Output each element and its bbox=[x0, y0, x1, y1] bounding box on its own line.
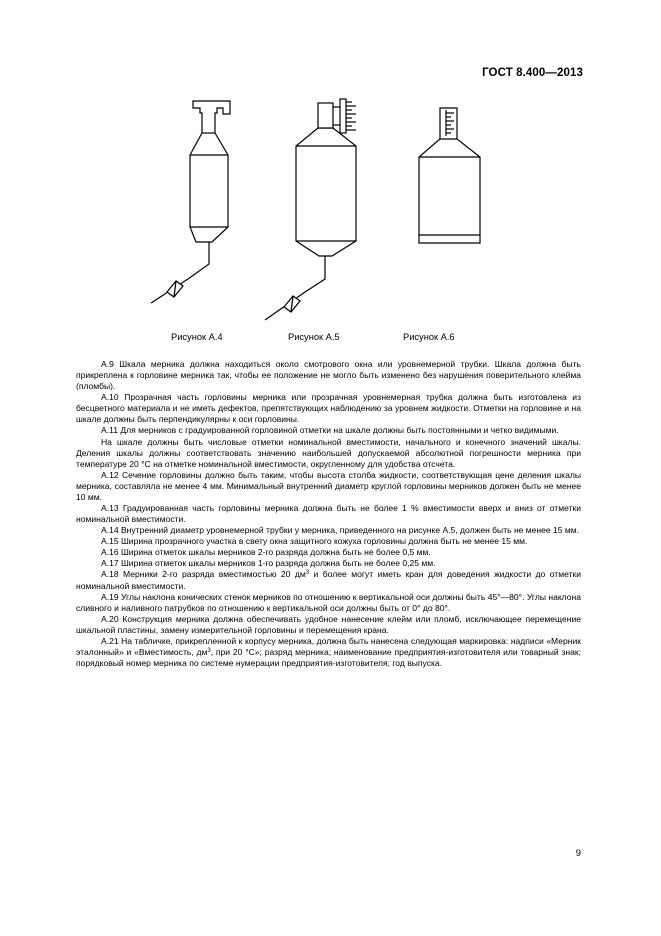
body-text bbox=[76, 359, 581, 669]
figure-a6-measure-vessel bbox=[419, 108, 480, 243]
paragraph-a21-text-end: , при 20 °С»; разряд мерника; наименование предприятия-изготовителя или товарный знак; порядковый номер мерника по системе нумерации предприятия-изготовителя; год выпуска. bbox=[76, 647, 581, 669]
paragraph-a18-superscript: 3 bbox=[305, 570, 310, 577]
paragraph-a17: А.17 Ширина отметок шкалы мерников 1-го разряда должна быть не более 0,25 мм. bbox=[101, 558, 436, 569]
paragraph-a18-text: А.18 Мерники 2-го разряда вместимостью 20 дм bbox=[101, 569, 306, 580]
paragraph-a16: А.16 Ширина отметок шкалы мерников 2-го разряда должна быть не более 0,5 мм. bbox=[101, 547, 431, 558]
paragraph-a19: А.19 Углы наклона конических стенок мерников по отношению к вертикальной оси должны быть 45°—80°. Углы наклона сливного и наливного патрубков по отношению к вертикальной оси должны быть от 0° до 80°. bbox=[76, 591, 581, 613]
figures-area bbox=[0, 0, 661, 340]
page-number: 9 bbox=[575, 848, 581, 859]
figure-a4-caption: Рисунок А.4 bbox=[171, 332, 223, 342]
paragraph-scale-marks: На шкале должны быть числовые отметки номинальной вместимости, начального и конечного значений шкалы. Деления шкалы должны соответствовать значению наибольшей допускаемой абсолютной погрешности мерника при температуре 20 °С на отметке номинальной вместимости, округленному для удобства отсчета. bbox=[76, 436, 581, 469]
standard-code: ГОСТ 8.400—2013 bbox=[482, 67, 583, 79]
paragraph-a21-text: А.21 На табличке, прикрепленной к корпусу мерника, должна быть нанесена следующая маркировка: надписи «Мерник эталонный» и «Вместимость, дм bbox=[76, 635, 581, 658]
paragraph-a21 bbox=[76, 636, 581, 669]
paragraph-a12: А.12 Сечение горловины должно быть таким, чтобы высота столба жидкости, соответствующая цене деления шкалы мерника, составляла не менее 4 мм. Минимальный внутренний диаметр круглой горловины мерников должен быть не менее 10 мм. bbox=[76, 469, 581, 502]
paragraph-a14: А.14 Внутренний диаметр уровнемерной трубки у мерника, приведенного на рисунке А.5, должен быть не менее 15 мм. bbox=[101, 525, 580, 536]
paragraph-a21-superscript: 3 bbox=[207, 648, 211, 655]
paragraph-a20: А.20 Конструкция мерника должна обеспечивать удобное нанесение клейм или пломб, исключающее перемещение шкальной пластины, замену измерительной горловины и перемещения крана. bbox=[76, 613, 581, 635]
paragraph-a13: А.13 Градуированная часть горловины мерника должна быть не более 1 % вместимости вверх и вниз от отметки номинальной вместимости. bbox=[76, 503, 581, 525]
figure-a5-caption: Рисунок А.5 bbox=[288, 332, 340, 342]
paragraph-a18 bbox=[76, 569, 581, 591]
figure-a5-measure-vessel bbox=[265, 99, 356, 320]
paragraph-a10: А.10 Прозрачная часть горловины мерника или прозрачная уровнемерная трубка должна быть изготовлена из бесцветного материала и не иметь дефектов, препятствующих наблюдению за уровнем жидкости. Отметки на горловине и на шкале должны быть перпендикулярны к оси горловины. bbox=[76, 392, 581, 425]
paragraph-a18-text-end: и более могут иметь кран для доведения жидкости до отметки номинальной вместимости. bbox=[76, 569, 581, 591]
paragraph-a11: А.11 Для мерников с градуированной горловиной отметки на шкале должны быть постоянными и четко видимыми. bbox=[101, 425, 559, 436]
figure-a6-caption: Рисунок А.6 bbox=[403, 332, 455, 342]
paragraph-a15: А.15 Ширина прозрачного участка в свету окна защитного кожуха горловины должна быть не менее 15 мм. bbox=[101, 536, 528, 547]
paragraph-a9: А.9 Шкала мерника должна находиться около смотрового окна или уровнемерной трубки. Шкала должна быть прикреплена к горловине мерника так, чтобы ее положение не могло быть изменено без нарушения поверительного клейма (пломбы). bbox=[76, 359, 581, 392]
figure-a4-measure-vessel bbox=[151, 101, 230, 303]
